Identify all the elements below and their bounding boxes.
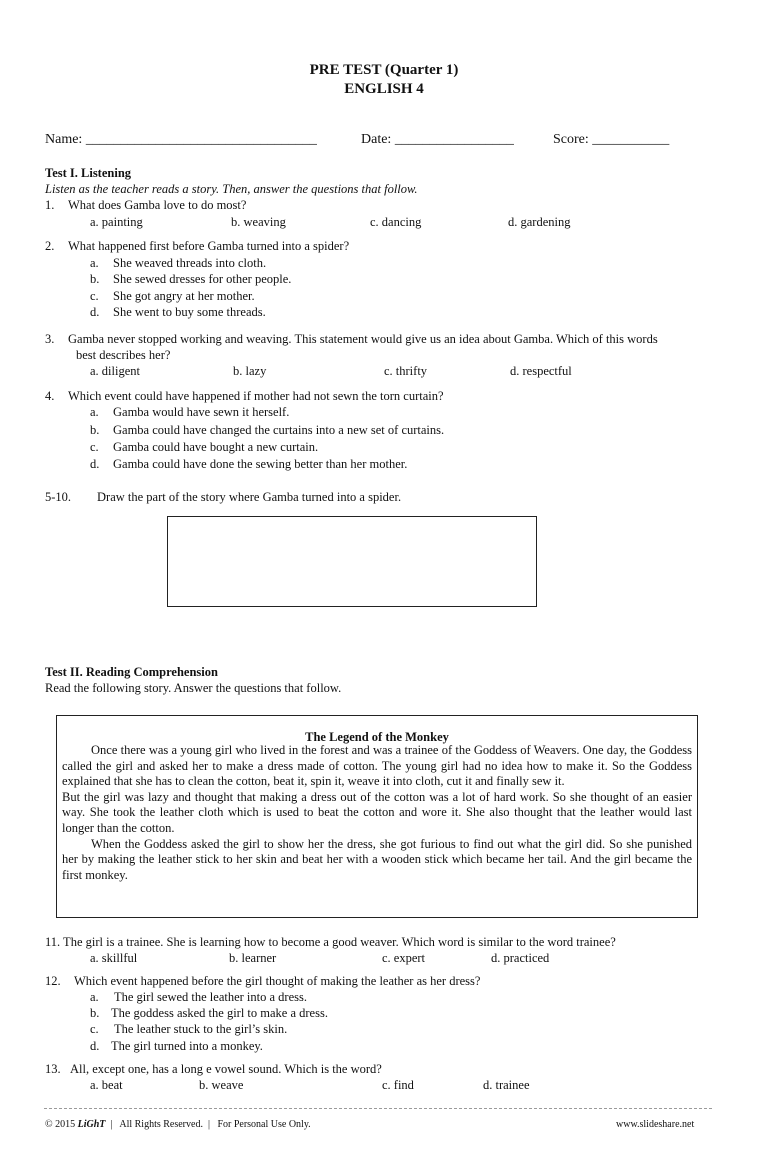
q1-text: What does Gamba love to do most? [68,198,247,212]
q2-text: What happened first before Gamba turned into a spider? [68,239,350,253]
q11-option-b: b. learner [229,951,277,965]
q12-option-a-letter: a. [90,990,99,1004]
story-title: The Legend of the Monkey [305,730,449,744]
q13-text: All, except one, has a long e vowel sound. Which is the word? [70,1062,382,1076]
q1-option-a: a. painting [90,215,143,229]
q5-number: 5-10. [45,490,72,504]
q1-option-c: c. dancing [370,215,422,229]
q12-number: 12. [45,974,61,988]
q1-number: 1. [45,198,55,212]
q3-option-a: a. diligent [90,364,140,378]
q12-option-b-text: The goddess asked the girl to make a dress. [111,1006,328,1020]
q2-option-c-letter: c. [90,289,99,303]
q2-option-d-text: She went to buy some threads. [113,305,266,319]
q11-option-c: c. expert [382,951,426,965]
q13-number: 13. [45,1062,61,1076]
q4-number: 4. [45,389,55,403]
q3-option-d: d. respectful [510,364,572,378]
q4-option-c-letter: c. [90,440,99,454]
story-paragraph-1: Once there was a young girl who lived in the forest and was a trainee of the Goddess of Weavers. One day, the Goddess called the girl and asked her to make a dress made of cotton. The young girl had no idea how to make it. So the Goddess explained that she has to clean the cotton, beat it, spin it, weave it into cloth, cut it and finally sew it. [62,743,692,789]
footer-copyright-prefix: © 2015 [45,1119,78,1130]
test1-heading: Test I. Listening [45,166,132,180]
q1-option-d: d. gardening [508,215,571,229]
q5-text: Draw the part of the story where Gamba turned into a spider. [97,490,402,504]
q4-option-a-letter: a. [90,405,99,419]
q4-option-b-text: Gamba could have changed the curtains into a new set of curtains. [113,423,445,437]
footer-copyright-suffix: | All Rights Reserved. | For Personal Use Only. [105,1119,311,1130]
footer-copyright [45,1119,311,1130]
q3-option-c: c. thrifty [384,364,428,378]
drawing-answer-box[interactable] [167,516,537,607]
q12-option-c-letter: c. [90,1022,99,1036]
q2-number: 2. [45,239,55,253]
q3-text-line1: Gamba never stopped working and weaving. This statement would give us an idea about Gamba. Which of this words [68,332,658,346]
q4-option-d-text: Gamba could have done the sewing better than her mother. [113,457,408,471]
q11-option-d: d. practiced [491,951,550,965]
q4-option-c-text: Gamba could have bought a new curtain. [113,440,319,454]
q1-option-b: b. weaving [231,215,286,229]
q4-text: Which event could have happened if mother had not sewn the torn curtain? [68,389,444,403]
footer-divider [44,1108,712,1109]
footer-site-link[interactable]: www.slideshare.net [616,1119,695,1130]
q12-text: Which event happened before the girl thought of making the leather as her dress? [74,974,481,988]
q2-option-b-text: She sewed dresses for other people. [113,272,292,286]
test2-instruction: Read the following story. Answer the questions that follow. [45,681,342,695]
q3-text-line2: best describes her? [76,348,171,362]
q12-option-b-letter: b. [90,1006,100,1020]
name-field-label: Name: _________________________________ [45,132,317,147]
story-text [62,743,692,883]
q11-option-a: a. skillful [90,951,138,965]
story-box [56,715,698,918]
page-title: PRE TEST (Quarter 1) [309,62,459,78]
test1-instruction: Listen as the teacher reads a story. Then, answer the questions that follow. [45,182,418,196]
score-field-label: Score: ___________ [553,132,670,147]
q2-option-a-text: She weaved threads into cloth. [113,256,267,270]
q2-option-c-text: She got angry at her mother. [113,289,255,303]
story-paragraph-2: But the girl was lazy and thought that making a dress out of the cotton was a lot of hard work. So she thought of an easier way. She took the leather cloth which is used to beat the cotton and wore it. She also thought that the leather would last longer than the cotton. [62,789,692,835]
q12-option-d-text: The girl turned into a monkey. [111,1039,263,1053]
footer-brand: LiGhT [77,1119,106,1130]
q2-option-b-letter: b. [90,272,100,286]
q12-option-a-text: The girl sewed the leather into a dress. [114,990,307,1004]
date-field-label: Date: _________________ [361,132,514,147]
q13-option-a: a. beat [90,1078,123,1092]
q4-option-d-letter: d. [90,457,100,471]
q13-option-c: c. find [382,1078,414,1092]
q4-option-a-text: Gamba would have sewn it herself. [113,405,290,419]
q3-option-b: b. lazy [233,364,267,378]
q2-option-d-letter: d. [90,305,100,319]
page-subtitle: ENGLISH 4 [344,81,424,97]
q13-option-b: b. weave [199,1078,244,1092]
q3-number: 3. [45,332,55,346]
q4-option-b-letter: b. [90,423,100,437]
q11-text: 11. The girl is a trainee. She is learning how to become a good weaver. Which word is similar to the word trainee? [45,935,616,949]
q13-option-d: d. trainee [483,1078,530,1092]
q12-option-c-text: The leather stuck to the girl’s skin. [114,1022,288,1036]
q2-option-a-letter: a. [90,256,99,270]
q12-option-d-letter: d. [90,1039,100,1053]
story-paragraph-3: When the Goddess asked the girl to show her the dress, she got furious to find out what the girl did. So she punished her by making the leather stick to her skin and beat her with a wooden stick which became her tail. And the girl became the first monkey. [62,836,692,882]
test2-heading: Test II. Reading Comprehension [45,665,218,679]
